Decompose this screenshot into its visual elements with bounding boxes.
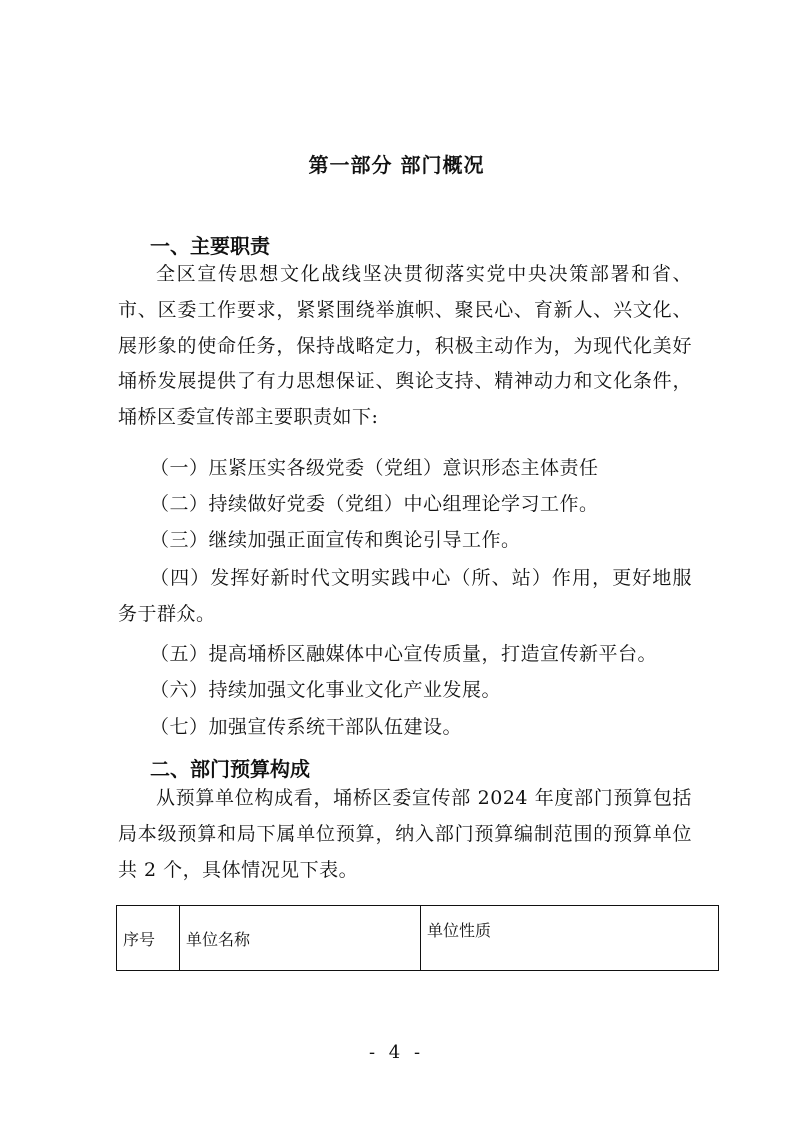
- section2-intro-paragraph: 从预算单位构成看，埇桥区委宣传部 2024 年度部门预算包括局本级预算和局下属单位预算，纳入部门预算编制范围的预算单位共 2 个，具体情况见下表。: [118, 787, 692, 881]
- table-header-cell: 单位名称: [180, 906, 421, 971]
- budget-units-table: [116, 905, 719, 971]
- duty-item-5: （五）提高埇桥区融媒体中心宣传质量，打造宣传新平台。: [150, 643, 658, 665]
- duty-item-1: （一）压紧压实各级党委（党组）意识形态主体责任: [150, 457, 599, 479]
- page-number: - 4 -: [368, 1042, 425, 1063]
- table-header-row: [117, 906, 719, 971]
- duty-item-3: （三）继续加强正面宣传和舆论引导工作。: [150, 529, 521, 551]
- duty-item-7: （七）加强宣传系统干部队伍建设。: [150, 716, 463, 738]
- table-header-cell: 单位性质: [421, 906, 719, 971]
- duty-item-4: （四）发挥好新时代文明实践中心（所、站）作用，更好地服务于群众。: [118, 567, 692, 625]
- duty-item-6: （六）持续加强文化事业文化产业发展。: [150, 679, 502, 701]
- section1-intro-paragraph: 全区宣传思想文化战线坚决贯彻落实党中央决策部署和省、市、区委工作要求，紧紧围绕举旗帜、聚民心、育新人、兴文化、展形象的使命任务，保持战略定力，积极主动作为，为现代化美好埇桥发展提供了有力思想保证、舆论支持、精神动力和文化条件，埇桥区委宣传部主要职责如下:: [118, 263, 692, 429]
- table-header-cell: 序号: [117, 906, 180, 971]
- page-title: 第一部分 部门概况: [308, 153, 485, 177]
- duty-item-2: （二）持续做好党委（党组）中心组理论学习工作。: [150, 493, 599, 515]
- section-heading-budget-composition: 二、部门预算构成: [150, 757, 310, 781]
- section-heading-main-duties: 一、主要职责: [150, 234, 270, 258]
